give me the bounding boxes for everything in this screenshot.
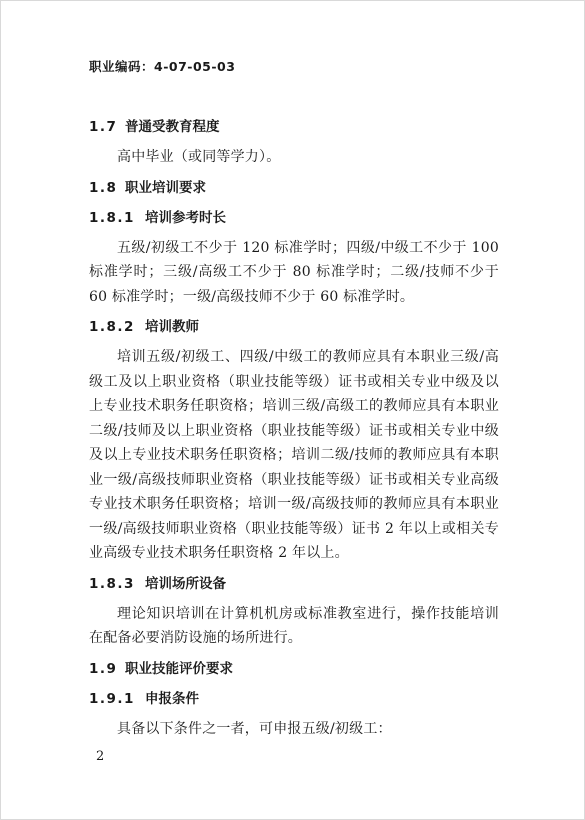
section-title: 职业技能评价要求 (125, 660, 233, 677)
section-number: 1.9 (89, 660, 118, 677)
section-1-8-1-text: 五级/初级工不少于 120 标准学时；四级/中级工不少于 100 标准学时；三级/高级工不少于 80 标准学时；二级/技师不少于 60 标准学时；一级/高级技师不少于 60 标准学时。 (89, 239, 499, 305)
section-1-8-2-heading (89, 317, 499, 337)
section-1-7-heading (89, 117, 499, 137)
section-number: 1.8.3 (89, 575, 135, 592)
section-title: 职业培训要求 (125, 179, 206, 196)
section-1-9-1-heading (89, 689, 499, 709)
section-number: 1.8.2 (89, 319, 135, 335)
section-1-8-2-text: 培训五级/初级工、四级/中级工的教师应具有本职业三级/高级工及以上职业资格（职业技能等级）证书或相关专业中级及以上专业技术职务任职资格；培训三级/高级工的教师应具有本职业二级/技师及以上职业资格（职业技能等级）证书或相关专业中级及以上专业技术职务任职资格；培训二级/技师的教师应具有本职业一级/高级技师职业资格（职业技能等级）证书或相关专业高级专业技术职务任职资格；培训一级/高级技师的教师应具有本职业一级/高级技师职业资格（职业技能等级）证书 2 年以上或相关专业高级专业技术职务任职资格 2 年以上。 (89, 349, 499, 561)
section-1-8-1-heading (89, 208, 499, 228)
section-title: 申报条件 (145, 690, 199, 707)
section-title: 培训场所设备 (145, 575, 226, 592)
section-title: 培训教师 (145, 319, 199, 335)
section-1-7-text: 高中毕业（或同等学力）。 (117, 149, 281, 165)
section-1-9-1-text: 具备以下条件之一者，可申报五级/初级工： (117, 720, 392, 737)
section-number: 1.8.1 (89, 209, 135, 226)
section-1-8-3-text: 理论知识培训在计算机机房或标准教室进行，操作技能培训在配备必要消防设施的场所进行。 (89, 605, 499, 646)
section-number: 1.9.1 (89, 690, 135, 707)
page-content (89, 109, 499, 741)
section-number: 1.7 (89, 119, 118, 135)
section-1-8-3-heading (89, 574, 499, 594)
section-1-8-heading (89, 178, 499, 198)
section-1-9-heading (89, 659, 499, 679)
occupation-code: 职业编码：4-07-05-03 (89, 59, 236, 74)
page-number: 2 (96, 749, 105, 764)
section-title: 普通受教育程度 (125, 119, 220, 135)
section-number: 1.8 (89, 179, 118, 196)
section-title: 培训参考时长 (145, 209, 226, 226)
